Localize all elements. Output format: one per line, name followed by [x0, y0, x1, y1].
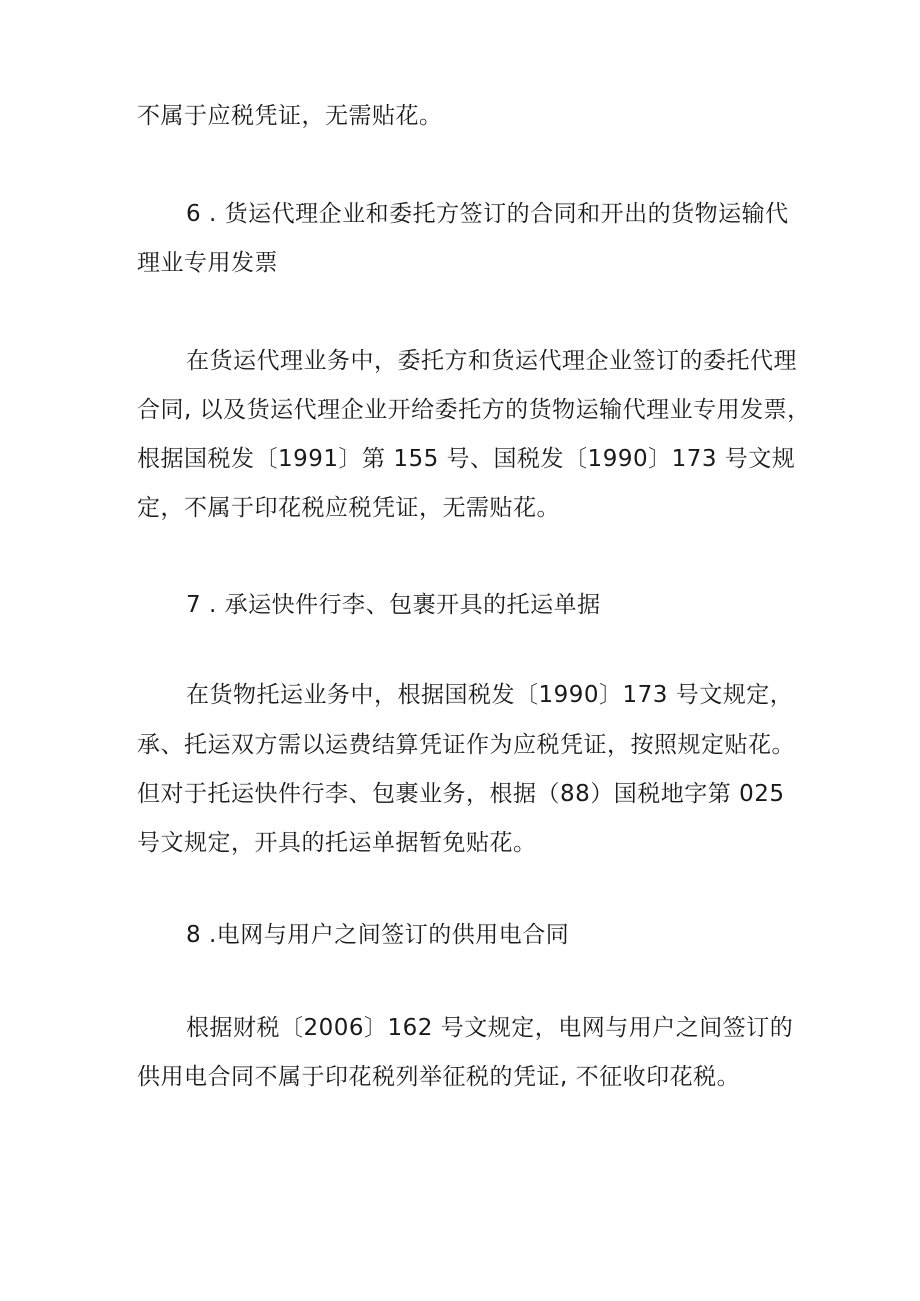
intro-line: 不属于应税凭证，无需贴花。 [137, 103, 443, 129]
section-6-body-line-1: 在货运代理业务中，委托方和货运代理企业签订的委托代理 [186, 348, 797, 374]
section-7-body-line-2: 承、托运双方需以运费结算凭证作为应税凭证，按照规定贴花。 [137, 732, 795, 758]
section-7-body-line-3: 但对于托运快件行李、包裹业务，根据（88）国税地字第 025 [137, 781, 785, 807]
section-6-heading-line-1: 6 . 货运代理企业和委托方签订的合同和开出的货物运输代 [186, 201, 789, 227]
section-7-heading: 7 . 承运快件行李、包裹开具的托运单据 [186, 592, 601, 618]
section-7-body-line-4: 号文规定，开具的托运单据暂免贴花。 [137, 830, 537, 856]
section-6-heading-line-2: 理业专用发票 [137, 250, 278, 276]
section-6-body-line-4: 定，不属于印花税应税凭证，无需贴花。 [137, 495, 560, 521]
section-6-body-line-2: 合同, 以及货运代理企业开给委托方的货物运输代理业专用发票， [137, 397, 811, 423]
section-6-body-line-3: 根据国税发〔1991〕第 155 号、国税发〔1990〕173 号文规 [137, 446, 796, 472]
section-8-heading: 8 .电网与用户之间签订的供用电合同 [186, 922, 570, 948]
section-8-body-line-2: 供用电合同不属于印花税列举征税的凭证, 不征收印花税。 [137, 1064, 741, 1090]
section-8-body-line-1: 根据财税〔2006〕162 号文规定，电网与用户之间签订的 [186, 1015, 794, 1041]
section-7-body-line-1: 在货物托运业务中，根据国税发〔1990〕173 号文规定， [186, 682, 794, 708]
